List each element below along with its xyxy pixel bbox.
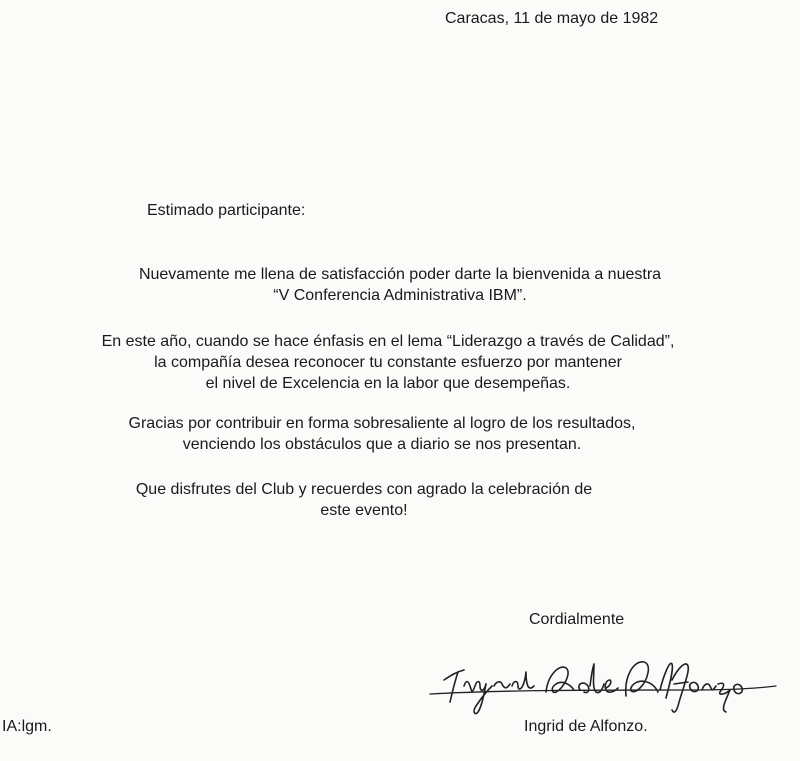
paragraph-enjoy [0,479,764,521]
salutation: Estimado participante: [147,202,306,219]
paragraph-line: En este año, cuando se hace énfasis en el lema “Liderazgo a través de Calidad”, [101,333,675,350]
paragraph-line: este evento! [320,502,408,519]
paragraph-welcome [0,264,800,306]
paragraph-line: Nuevamente me llena de satisfacción poder darte la bienvenida a nuestra [138,266,662,283]
handwritten-signature [420,650,790,720]
paragraph-line: Gracias por contribuir en forma sobresaliente al logro de los resultados, [128,415,636,432]
paragraph-line: Que disfrutes del Club y recuerdes con agrado la celebración de [135,481,593,498]
paragraph-line: el nivel de Excelencia en la labor que desempeñas. [205,375,571,392]
paragraph-line: venciendo los obstáculos que a diario se nos presentan. [182,436,582,453]
paragraph-recognition [0,331,788,394]
dateline: Caracas, 11 de mayo de 1982 [445,10,659,27]
paragraph-thanks [0,413,782,455]
reference-initials: IA:lgm. [2,718,52,735]
paragraph-line: “V Conferencia Administrativa IBM”. [273,287,527,304]
paragraph-line: la compañía desea reconocer tu constante esfuerzo por mantener [154,354,622,371]
signer-name: Ingrid de Alfonzo. [524,718,648,735]
closing: Cordialmente [529,611,625,628]
